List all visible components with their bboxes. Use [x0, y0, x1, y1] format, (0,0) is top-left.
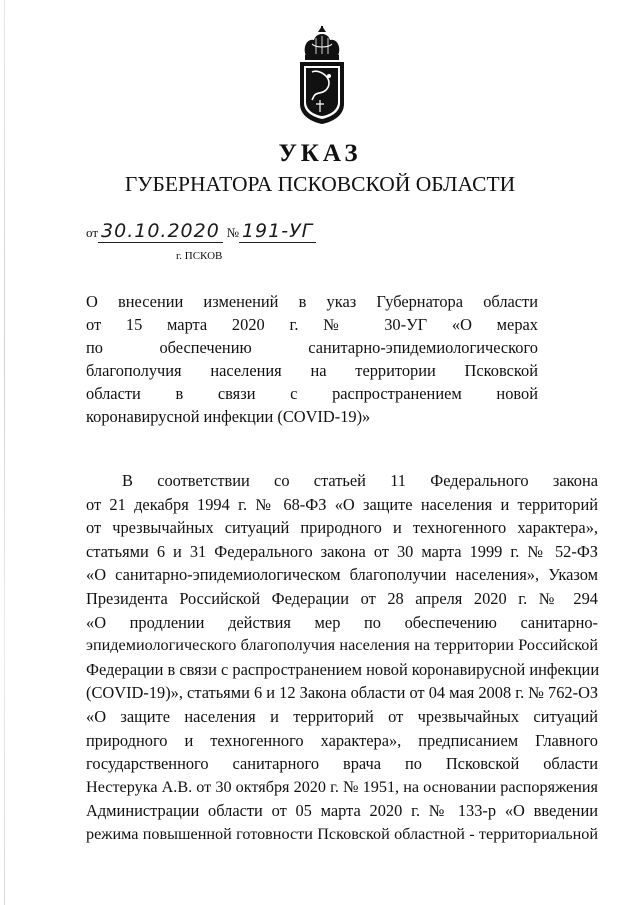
body-line: государственного санитарного врача по Псковской области	[86, 754, 598, 774]
body-line: Администрации области от 05 марта 2020 г. № 133-р «О введении	[86, 801, 598, 821]
decree-date: 30.10.2020	[101, 220, 220, 242]
subject-line: О внесении изменений в указ Губернатора области	[86, 292, 538, 311]
body-line: Нестерука А.В. от 30 октября 2020 г. № 1951, на основании распоряжения	[86, 777, 598, 796]
body-line: «О защите населения и территорий от чрезвычайных ситуаций	[86, 706, 598, 726]
body-line: Федерации в связи с распространением новой коронавирусной инфекции	[86, 659, 600, 679]
subject-line: области в связи с распространением новой	[86, 384, 538, 403]
body-line: «О санитарно-эпидемиологическом благополучии населения», Указом	[86, 565, 598, 585]
body-line: (COVID-19)», статьями 6 и 12 Закона области от 04 мая 2008 г. № 762-ОЗ	[86, 683, 599, 703]
document-title: УКАЗ	[278, 140, 362, 167]
subject-line: от 15 марта 2020 г. № 30-УГ «О мерах	[86, 315, 538, 334]
date-prefix: от	[86, 225, 99, 240]
number-prefix: №	[226, 225, 239, 240]
body-line: природного и техногенного характера», предписанием Главного	[86, 730, 598, 750]
body-line: от 21 декабря 1994 г. № 68-ФЗ «О защите населения и территорий	[86, 494, 598, 514]
body-line: Президента Российской Федерации от 28 апреля 2020 г. № 294	[86, 588, 598, 608]
document-subtitle: ГУБЕРНАТОРА ПСКОВСКОЙ ОБЛАСТИ	[124, 172, 516, 196]
body-line: режима повышенной готовности Псковской областной - территориальной	[86, 824, 598, 843]
city-label: г. ПСКОВ	[176, 250, 223, 262]
decree-body	[86, 469, 598, 847]
decree-dateline	[86, 222, 316, 243]
body-line: «О продлении действия мер по обеспечению санитарно-	[86, 612, 598, 632]
subject-line: по обеспечению санитарно-эпидемиологического	[86, 338, 538, 357]
body-line: В соответствии со статьей 11 Федерального закона	[122, 471, 598, 490]
subject-line: коронавирусной инфекции (COVID-19)»	[86, 407, 371, 426]
scan-edge-line	[4, 0, 5, 905]
body-line: эпидемиологического благополучия населения на территории Российской	[86, 636, 598, 655]
body-line: статьями 6 и 31 Федерального закона от 30 марта 1999 г. № 52-ФЗ	[86, 541, 598, 561]
decree-number: 191-УГ	[241, 220, 314, 242]
subject-line: благополучия населения на территории Псковской	[86, 361, 538, 380]
decree-subject	[86, 290, 538, 428]
pskov-oblast-coat-of-arms-icon	[296, 26, 348, 124]
body-line: от чрезвычайных ситуаций природного и техногенного характера»,	[86, 518, 598, 538]
